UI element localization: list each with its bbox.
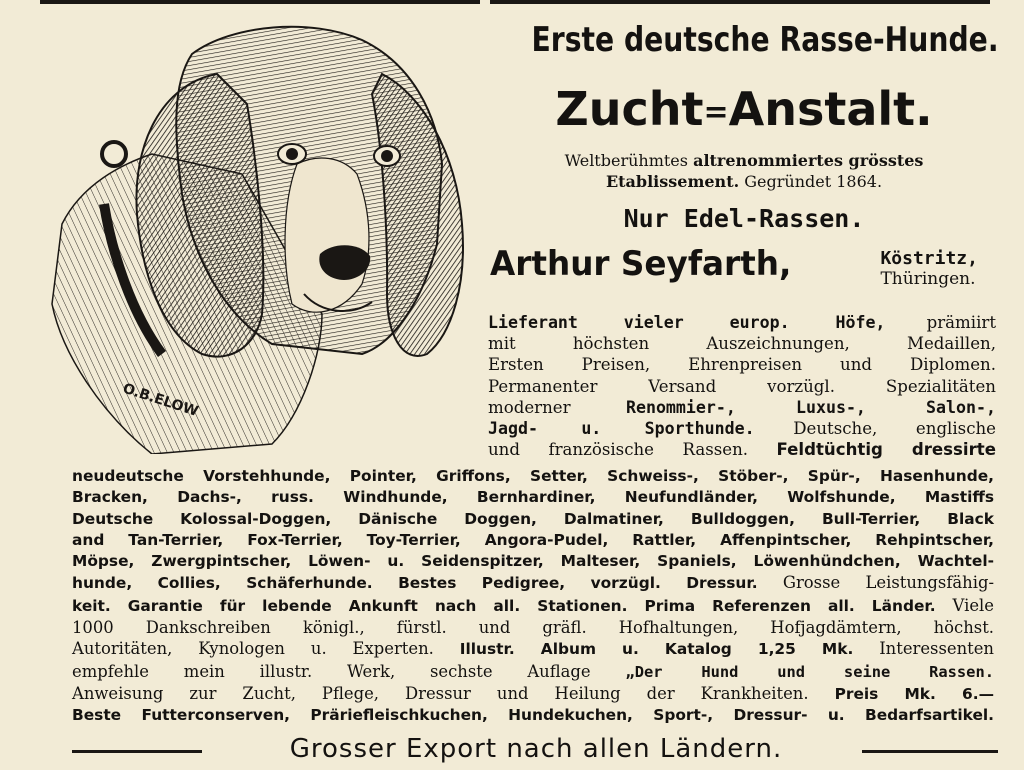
body-line: [72, 683, 994, 705]
headline-1: Erste deutsche Rasse-Hunde.: [531, 20, 999, 60]
export-line: Grosser Export nach allen Ländern.: [289, 734, 783, 764]
headline-2-b: Anstalt.: [728, 82, 933, 136]
body-plain: Anweisung zur Zucht, Pflege, Dressur und Heilung der Krankheiten.: [72, 683, 835, 703]
subtitle: [488, 150, 1000, 192]
column-text-part: prämiirt: [885, 313, 997, 332]
column-line: Ersten Preisen, Ehrenpreisen und Diplomen.: [488, 355, 996, 375]
column-bold: Renommier-, Luxus-, Salon-,: [625, 397, 996, 417]
column-text-part: moderner: [488, 397, 626, 417]
body-line: Bracken, Dachs-, russ. Windhunde, Bernhardiner, Neufundländer, Wolfshunde, Mastiffs: [72, 488, 994, 507]
body-bold: Illustr. Album u. Katalog 1,25 Mk.: [459, 640, 854, 659]
column-line: [488, 418, 996, 439]
hound-illustration: [42, 14, 472, 454]
body-line: Deutsche Kolossal-Doggen, Dänische Doggen, Dalmatiner, Bulldoggen, Bull-Terrier, Black: [72, 509, 994, 528]
column-line: [488, 312, 996, 333]
top-rule-right: [490, 0, 990, 4]
footer: [72, 732, 998, 768]
body-line: 1000 Dankschreiben königl., fürstl. und gräfl. Hofhaltungen, Hofjagdämtern, höchst.: [72, 618, 994, 638]
body-line: and Tan-Terrier, Fox-Terrier, Toy-Terrier, Angora-Pudel, Rattler, Affenpintscher, Rehpintscher,: [72, 530, 994, 549]
subtitle-a: Weltberühmtes: [564, 151, 694, 170]
body-line: [72, 572, 994, 594]
headline-2: [488, 82, 1000, 136]
body-bold: keit. Garantie für lebende Ankunft nach all. Stationen. Prima Referenzen all. Länder.: [72, 596, 936, 615]
body-text: [72, 466, 994, 727]
subtitle-b: altrenommiertes grösstes: [693, 151, 924, 170]
headline-2-a: Zucht: [555, 82, 704, 136]
column-text: [488, 312, 996, 460]
column-line: mit höchsten Auszeichnungen, Medaillen,: [488, 334, 996, 354]
artist-signature: O.B.ELOW: [120, 380, 201, 420]
column-line: [488, 397, 996, 418]
body-line: [72, 661, 994, 683]
body-bold: hunde, Collies, Schäferhunde. Bestes Pedigree, vorzügl. Dressur.: [72, 574, 758, 593]
body-plain: Autoritäten, Kynologen u. Experten.: [72, 639, 460, 659]
body-bold: „Der Hund und seine Rassen.: [625, 662, 994, 681]
location-town: Köstritz,: [880, 248, 978, 269]
column-line: Permanenter Versand vorzügl. Spezialitäten: [488, 376, 996, 396]
body-plain: Interessenten: [853, 639, 994, 659]
column-bold: Jagd- u. Sporthunde.: [488, 419, 755, 439]
proprietor-row: [488, 244, 1000, 294]
location: [880, 248, 978, 290]
body-plain: Viele: [935, 595, 994, 615]
body-line: Beste Futterconserven, Präriefleischkuchen, Hundekuchen, Sport-, Dressur- u. Bedarfsartikel.: [72, 706, 994, 725]
top-rule-left: [40, 0, 480, 4]
column-text-part: und französische Rassen.: [488, 440, 777, 460]
body-plain: Grosse Leistungsfähig-: [757, 573, 995, 593]
body-line: [72, 638, 994, 660]
column-line: [488, 439, 996, 460]
column-bold: Lieferant vieler europ. Höfe,: [488, 313, 886, 332]
edel-rassen: Nur Edel-Rassen.: [623, 204, 865, 233]
headline-2-sep: =: [703, 95, 729, 130]
body-line: neudeutsche Vorstehhunde, Pointer, Griffons, Setter, Schweiss-, Stöber-, Spür-, Hasenhunde,: [72, 467, 994, 485]
location-region: Thüringen.: [880, 269, 976, 289]
subtitle-d: Gegründet 1864.: [739, 172, 883, 191]
proprietor-name: Arthur Seyfarth,: [490, 244, 792, 284]
body-plain: empfehle mein illustr. Werk, sechste Auflage: [72, 661, 626, 681]
body-line: Möpse, Zwergpintscher, Löwen- u. Seidenspitzer, Malteser, Spaniels, Löwenhündchen, Wachtel-: [72, 552, 994, 571]
column-bold: Feldtüchtig dressirte: [776, 440, 996, 460]
footer-rule-right: [862, 750, 998, 753]
subtitle-c: Etablissement.: [605, 172, 740, 191]
column-text-part: Deutsche, englische: [754, 419, 996, 439]
body-line: [72, 595, 994, 617]
body-bold: Preis Mk. 6.—: [834, 684, 994, 703]
footer-rule-left: [72, 750, 202, 753]
